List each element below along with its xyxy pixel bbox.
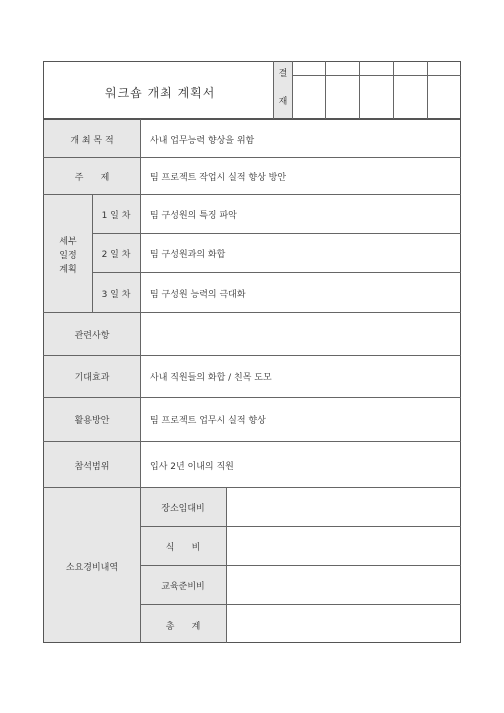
expected-label: 기대효과 xyxy=(74,373,110,383)
schedule-day-value[interactable]: 팀 구성원의 특징 파악 xyxy=(150,211,237,221)
approval-label-2: 재 xyxy=(278,97,288,107)
participants-label: 참석범위 xyxy=(74,462,110,472)
approval-sign-cell[interactable] xyxy=(394,76,427,118)
document-title: 워크숍 개최 계획서 xyxy=(105,86,216,100)
usage-label: 활용방안 xyxy=(74,416,110,426)
purpose-label: 개 최 목 적 xyxy=(70,136,114,146)
cost-item-value[interactable] xyxy=(227,566,460,604)
cost-item-label: 식 비 xyxy=(165,543,201,553)
approval-sign-cell[interactable] xyxy=(428,76,461,118)
schedule-day-label: 1 일 차 xyxy=(101,211,131,221)
expected-value[interactable]: 사내 직원들의 화합 / 친목 도모 xyxy=(150,373,272,383)
cost-total-label: 총 계 xyxy=(165,622,201,632)
participants-value[interactable]: 입사 2년 이내의 직원 xyxy=(150,462,234,472)
cost-item-value[interactable] xyxy=(227,527,460,565)
purpose-value[interactable]: 사내 업무능력 향상을 위함 xyxy=(150,136,255,146)
approval-sign-cell[interactable] xyxy=(360,76,393,118)
cost-item-label: 교육준비비 xyxy=(161,582,205,592)
topic-value[interactable]: 팀 프로젝트 작업시 실적 향상 방안 xyxy=(150,173,287,183)
related-value[interactable] xyxy=(141,313,460,355)
approval-sign-cell[interactable] xyxy=(293,76,325,118)
schedule-day-label: 3 일 차 xyxy=(101,290,131,300)
cost-item-value[interactable] xyxy=(227,488,460,526)
approval-label-1: 결 xyxy=(278,69,288,79)
cost-item-label: 장소임대비 xyxy=(161,504,205,514)
cost-total-value[interactable] xyxy=(227,605,460,642)
usage-value[interactable]: 팀 프로젝트 업무시 실적 향상 xyxy=(150,416,266,426)
costs-label: 소요경비내역 xyxy=(65,563,119,573)
topic-label: 주 제 xyxy=(74,173,110,183)
schedule-label-2: 일정 xyxy=(59,251,77,261)
schedule-label-1: 세부 xyxy=(59,237,77,247)
schedule-day-value[interactable]: 팀 구성원과의 화합 xyxy=(150,250,226,260)
related-label: 관련사항 xyxy=(74,331,110,341)
schedule-day-value[interactable]: 팀 구성원 능력의 극대화 xyxy=(150,290,246,300)
approval-sign-cell[interactable] xyxy=(326,76,359,118)
schedule-day-label: 2 일 차 xyxy=(101,250,131,260)
schedule-label-3: 계획 xyxy=(59,265,77,275)
